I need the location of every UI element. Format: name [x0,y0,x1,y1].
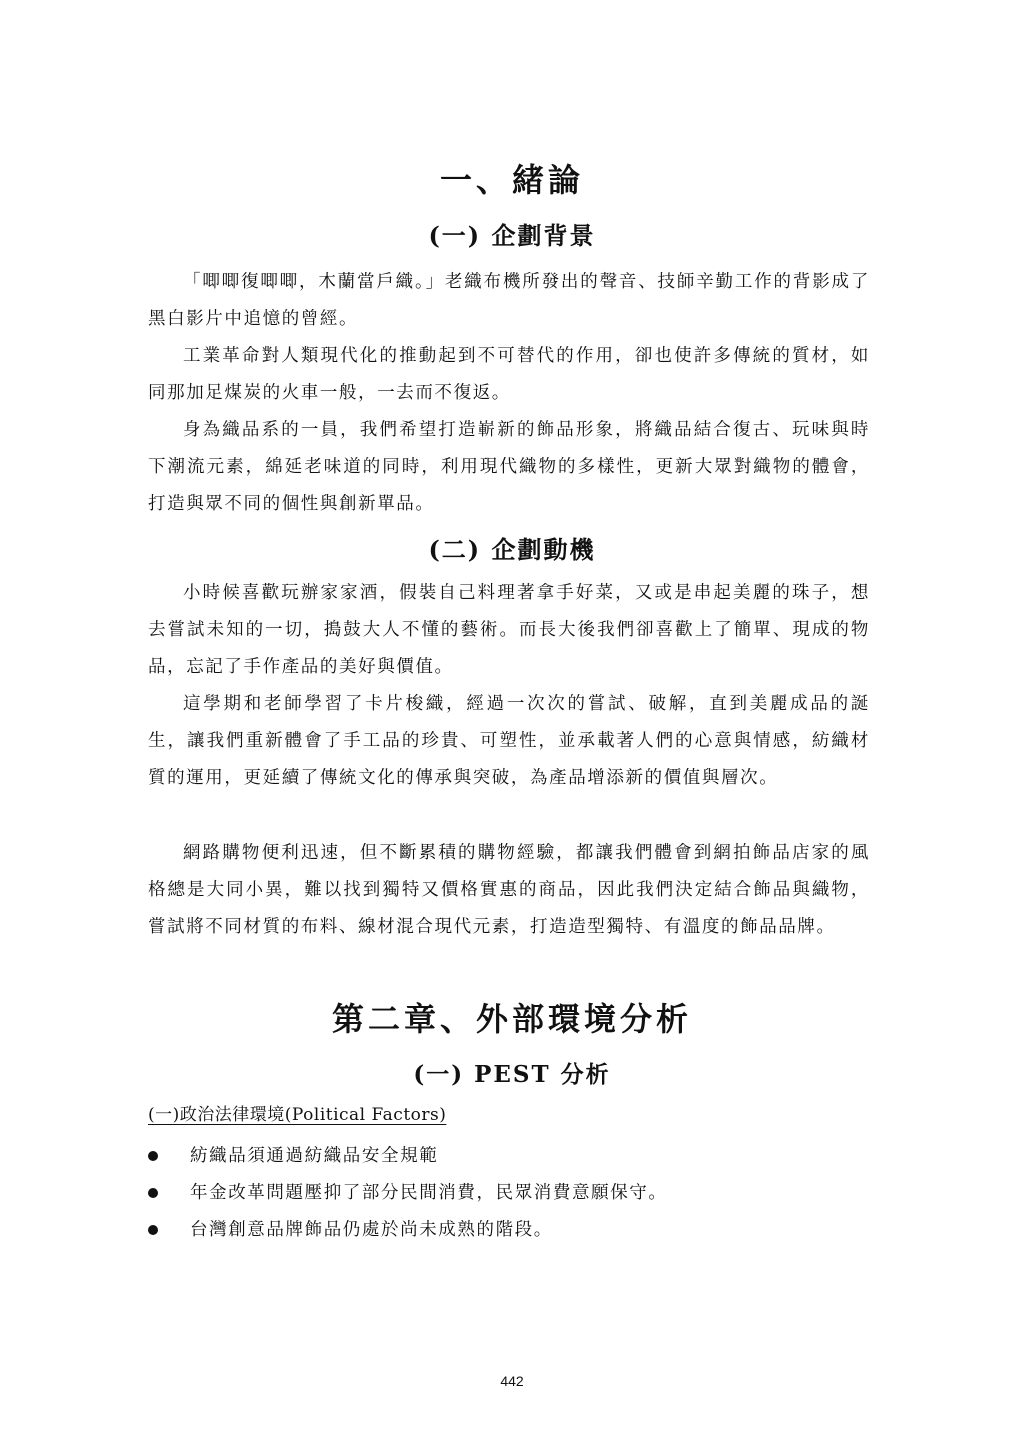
chapter-2-title: 第二章、外部環境分析 [331,1000,692,1038]
bullet-icon [148,1151,158,1161]
list-item-text: 台灣創意品牌飾品仍處於尚未成熟的階段。 [190,1220,553,1240]
chapter-1-title: 一、緒論 [439,161,584,199]
paragraph: 小時候喜歡玩辦家家酒，假裝自己料理著拿手好菜，又或是串起美麗的珠子，想去嘗試未知的一切，搗鼓大人不懂的藝術。而長大後我們卻喜歡上了簡單、現成的物品，忘記了手作產品的美好與價值。 [148,583,870,677]
list-item-text: 紡織品須通過紡織品安全規範 [190,1146,439,1166]
paragraph: 工業革命對人類現代化的推動起到不可替代的作用，卻也使許多傳統的質材，如同那加足煤炭的火車一般，一去而不復返。 [148,346,870,403]
political-factors-heading: (一)政治法律環境(Political Factors) [148,1105,447,1125]
section-motivation-title: (二) 企劃動機 [428,535,596,564]
page-number: 442 [500,1373,524,1389]
paragraph: 網路購物便利迅速，但不斷累積的購物經驗，都讓我們體會到網拍飾品店家的風格總是大同小異，難以找到獨特又價格實惠的商品，因此我們決定結合飾品與織物，嘗試將不同材質的布料、線材混合現代元素，打造造型獨特、有溫度的飾品品牌。 [148,843,870,937]
section-pest-title: (一) PEST 分析 [413,1061,611,1088]
paragraph: 「唧唧復唧唧，木蘭當戶織。」老織布機所發出的聲音、技師辛勤工作的背影成了黑白影片中追憶的曾經。 [148,272,870,329]
list-item-text: 年金改革問題壓抑了部分民間消費，民眾消費意願保守。 [190,1183,668,1203]
paragraph: 這學期和老師學習了卡片梭織，經過一次次的嘗試、破解，直到美麗成品的誕生，讓我們重新體會了手工品的珍貴、可塑性，並承載著人們的心意與情感，紡織材質的運用，更延續了傳統文化的傳承與突破，為產品增添新的價值與層次。 [148,694,870,788]
section-background-title: (一) 企劃背景 [428,221,596,250]
paragraph: 身為織品系的一員，我們希望打造嶄新的飾品形象，將織品結合復古、玩味與時下潮流元素，綿延老味道的同時，利用現代織物的多樣性，更新大眾對織物的體會，打造與眾不同的個性與創新單品。 [148,420,870,514]
bullet-icon [148,1188,158,1198]
bullet-icon [148,1225,158,1235]
